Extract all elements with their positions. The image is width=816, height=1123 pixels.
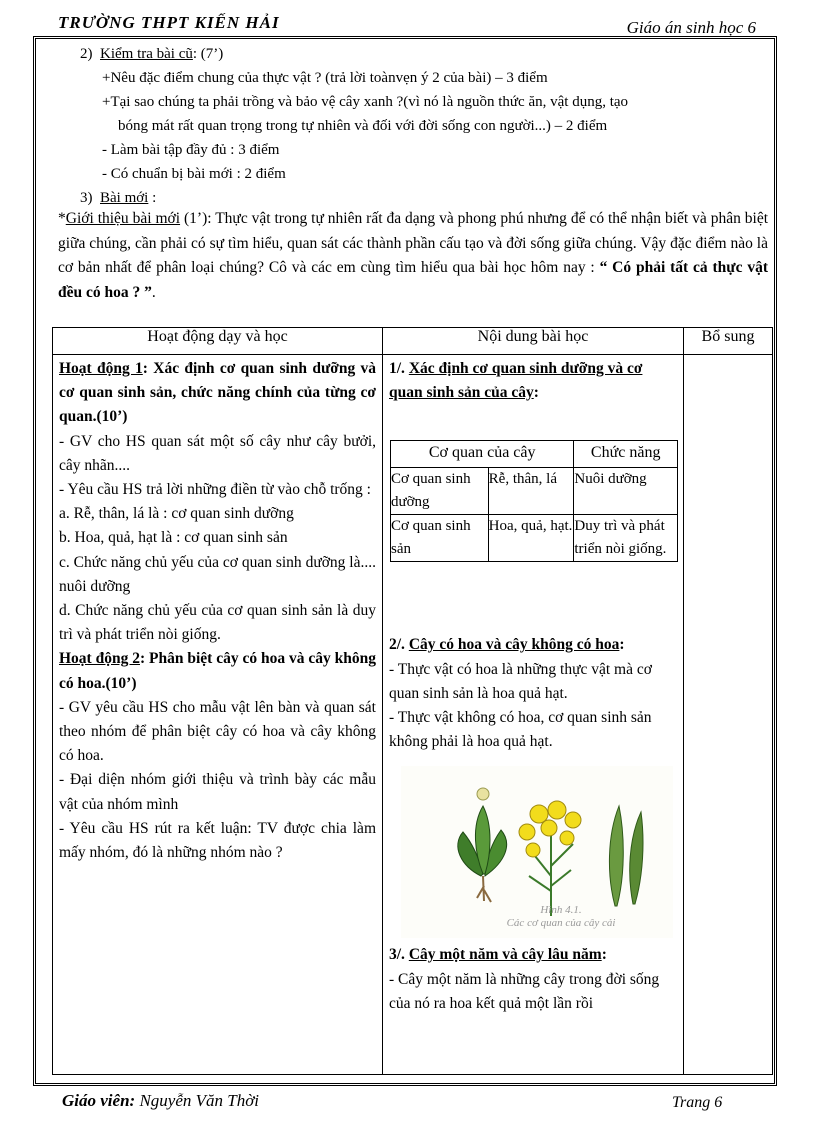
activity-1-item: c. Chức năng chủ yếu của cơ quan sinh dưỡng là.... nuôi dưỡng [59, 553, 376, 595]
lesson-table [52, 327, 773, 1075]
activity-2-label: Hoạt động 2 [59, 650, 140, 668]
section-3-colon: : [601, 946, 607, 964]
activity-2-title: : Phân biệt cây có hoa và cây không có hoa.(10’) [59, 650, 376, 692]
section-3-heading [389, 943, 679, 967]
figure-caption [471, 904, 651, 930]
activity-2-item: - Yêu cầu HS rút ra kết luận: TV được chia làm mấy nhóm, đó là những nhóm nào ? [59, 819, 376, 862]
lesson-intro [58, 207, 768, 305]
organ-type: Cơ quan sinh sản [391, 515, 489, 562]
section-2-number: 2/. [389, 636, 405, 654]
supplement-column [684, 355, 773, 1075]
activities-column [53, 355, 383, 1075]
content-column [383, 355, 684, 1075]
page-value: 6 [714, 1094, 723, 1111]
inner-header-function: Chức năng [574, 441, 678, 468]
section-3-title: Cây một năm và cây lâu năm [408, 946, 602, 964]
kiem-tra-label: Kiểm tra bài cũ [100, 46, 193, 62]
activity-1-label: Hoạt động 1 [59, 360, 143, 377]
intro-text: (1’): Thực vật trong tự nhiên rất đa dạng và phong phú nhưng để có thể nhận biết và phân biệt giữa chúng, cần phải có sự tìm hiểu, quan sát các thành phần cấu tạo và đời sống giữa chúng. Vậy đặc điểm nào là cơ bản nhất để phân loại chúng? Cô và các em cùng tìm hiểu qua bài học hôm nay : [58, 210, 768, 276]
kiem-tra-heading [80, 46, 223, 63]
organ-function: Nuôi dưỡng [574, 468, 678, 515]
activity-2-heading [59, 647, 376, 695]
organ-parts: Rễ, thân, lá [488, 468, 574, 515]
section-1-colon: : [533, 384, 539, 402]
activity-1-title: : Xác định cơ quan sinh dưỡng và cơ quan sinh sản, chức năng chính của từng cơ quan.(10’) [59, 360, 376, 426]
score-preparation: - Có chuẩn bị bài mới : 2 điểm [102, 166, 286, 182]
activity-1-item: - Yêu cầu HS trả lời những điền từ vào chỗ trống : [59, 481, 371, 499]
school-name: TRƯỜNG THPT KIẾN HẢI [58, 13, 280, 32]
organ-function-table [390, 440, 678, 562]
section-3-text: - Cây một năm là những cây trong đời sống của nó ra hoa kết quả một lần rồi [389, 970, 660, 1012]
footer-teacher [62, 1091, 259, 1111]
kiem-tra-time: : (7’) [192, 46, 224, 62]
subject-title: Giáo án sinh học 6 [626, 18, 756, 37]
activity-1-heading [59, 357, 376, 430]
section-1-title: Xác định cơ quan sinh dưỡng và cơ quan sinh sản của cây [389, 360, 643, 402]
intro-label: Giới thiệu bài mới [65, 210, 181, 227]
bai-moi-colon: : [148, 190, 157, 206]
teacher-name: Nguyễn Văn Thời [139, 1091, 260, 1110]
activity-2-item: - GV yêu cầu HS cho mẫu vật lên bàn và quan sát theo nhóm để phân biệt cây có hoa và cây không có hoa. [59, 698, 376, 765]
header-content: Nội dung bài học [383, 328, 684, 355]
intro-prefix: * [58, 210, 66, 227]
activity-1-item: a. Rễ, thân, lá là : cơ quan sinh dưỡng [59, 505, 294, 523]
organ-parts: Hoa, quả, hạt. [488, 515, 574, 562]
lesson-title: “ Có phải tất cả thực vật đều có hoa ? ” [58, 259, 768, 301]
section-2-item: - Thực vật có hoa là những thực vật mà cơ quan sinh sản là hoa quả hạt. [389, 660, 652, 702]
question-1: +Nêu đặc điểm chung của thực vật ? (trả lời toànvẹn ý 2 của bài) – 3 điểm [102, 70, 548, 86]
bai-moi-heading [80, 190, 156, 207]
activity-1-item: b. Hoa, quả, hạt là : cơ quan sinh sản [59, 529, 288, 547]
page-label: Trang [672, 1094, 711, 1111]
figure-caption-text: Các cơ quan của cây cải [506, 917, 616, 930]
inner-header-organ: Cơ quan của cây [391, 441, 574, 468]
section-1-number: 1/. [389, 360, 405, 377]
plant-organs-figure [401, 766, 673, 938]
activity-1-item: d. Chức năng chủ yếu của cơ quan sinh sản là duy trì và phát triển nòi giống. [59, 602, 376, 644]
figure-caption-number: Hình 4.1. [540, 904, 582, 917]
bai-moi-number: 3) [80, 190, 93, 206]
kiem-tra-number: 2) [80, 46, 93, 62]
organ-function: Duy trì và phát triển nòi giống. [574, 515, 678, 562]
activity-1-item: - GV cho HS quan sát một số cây như cây bưởi, cây nhãn.... [59, 432, 376, 474]
question-2-line-1: +Tại sao chúng ta phải trồng và bảo vệ cây xanh ?(vì nó là nguồn thức ăn, vật dụng, tạo [102, 94, 629, 110]
intro-end: . [151, 283, 156, 301]
section-2-heading [389, 633, 679, 657]
header-supplement: Bổ sung [684, 328, 773, 355]
header-activities: Hoạt động dạy và học [53, 328, 383, 355]
bai-moi-label: Bài mới [100, 190, 149, 206]
activity-2-item: - Đại diện nhóm giới thiệu và trình bày các mẫu vật của nhóm mình [59, 771, 376, 813]
organ-type: Cơ quan sinh dưỡng [391, 468, 489, 515]
section-2-colon: : [619, 636, 625, 654]
score-homework: - Làm bài tập đầy đủ : 3 điểm [102, 142, 280, 158]
section-2-title: Cây có hoa và cây không có hoa [408, 636, 620, 654]
page-number [672, 1094, 722, 1112]
section-2-item: - Thực vật không có hoa, cơ quan sinh sản không phải là hoa quả hạt. [389, 709, 652, 751]
question-2-line-2: bóng mát rất quan trọng trong tự nhiên và đối với đời sống con người...) – 2 điểm [118, 118, 608, 134]
section-3-number: 3/. [389, 946, 405, 964]
teacher-label: Giáo viên: [62, 1091, 136, 1110]
section-1-heading [389, 357, 679, 405]
